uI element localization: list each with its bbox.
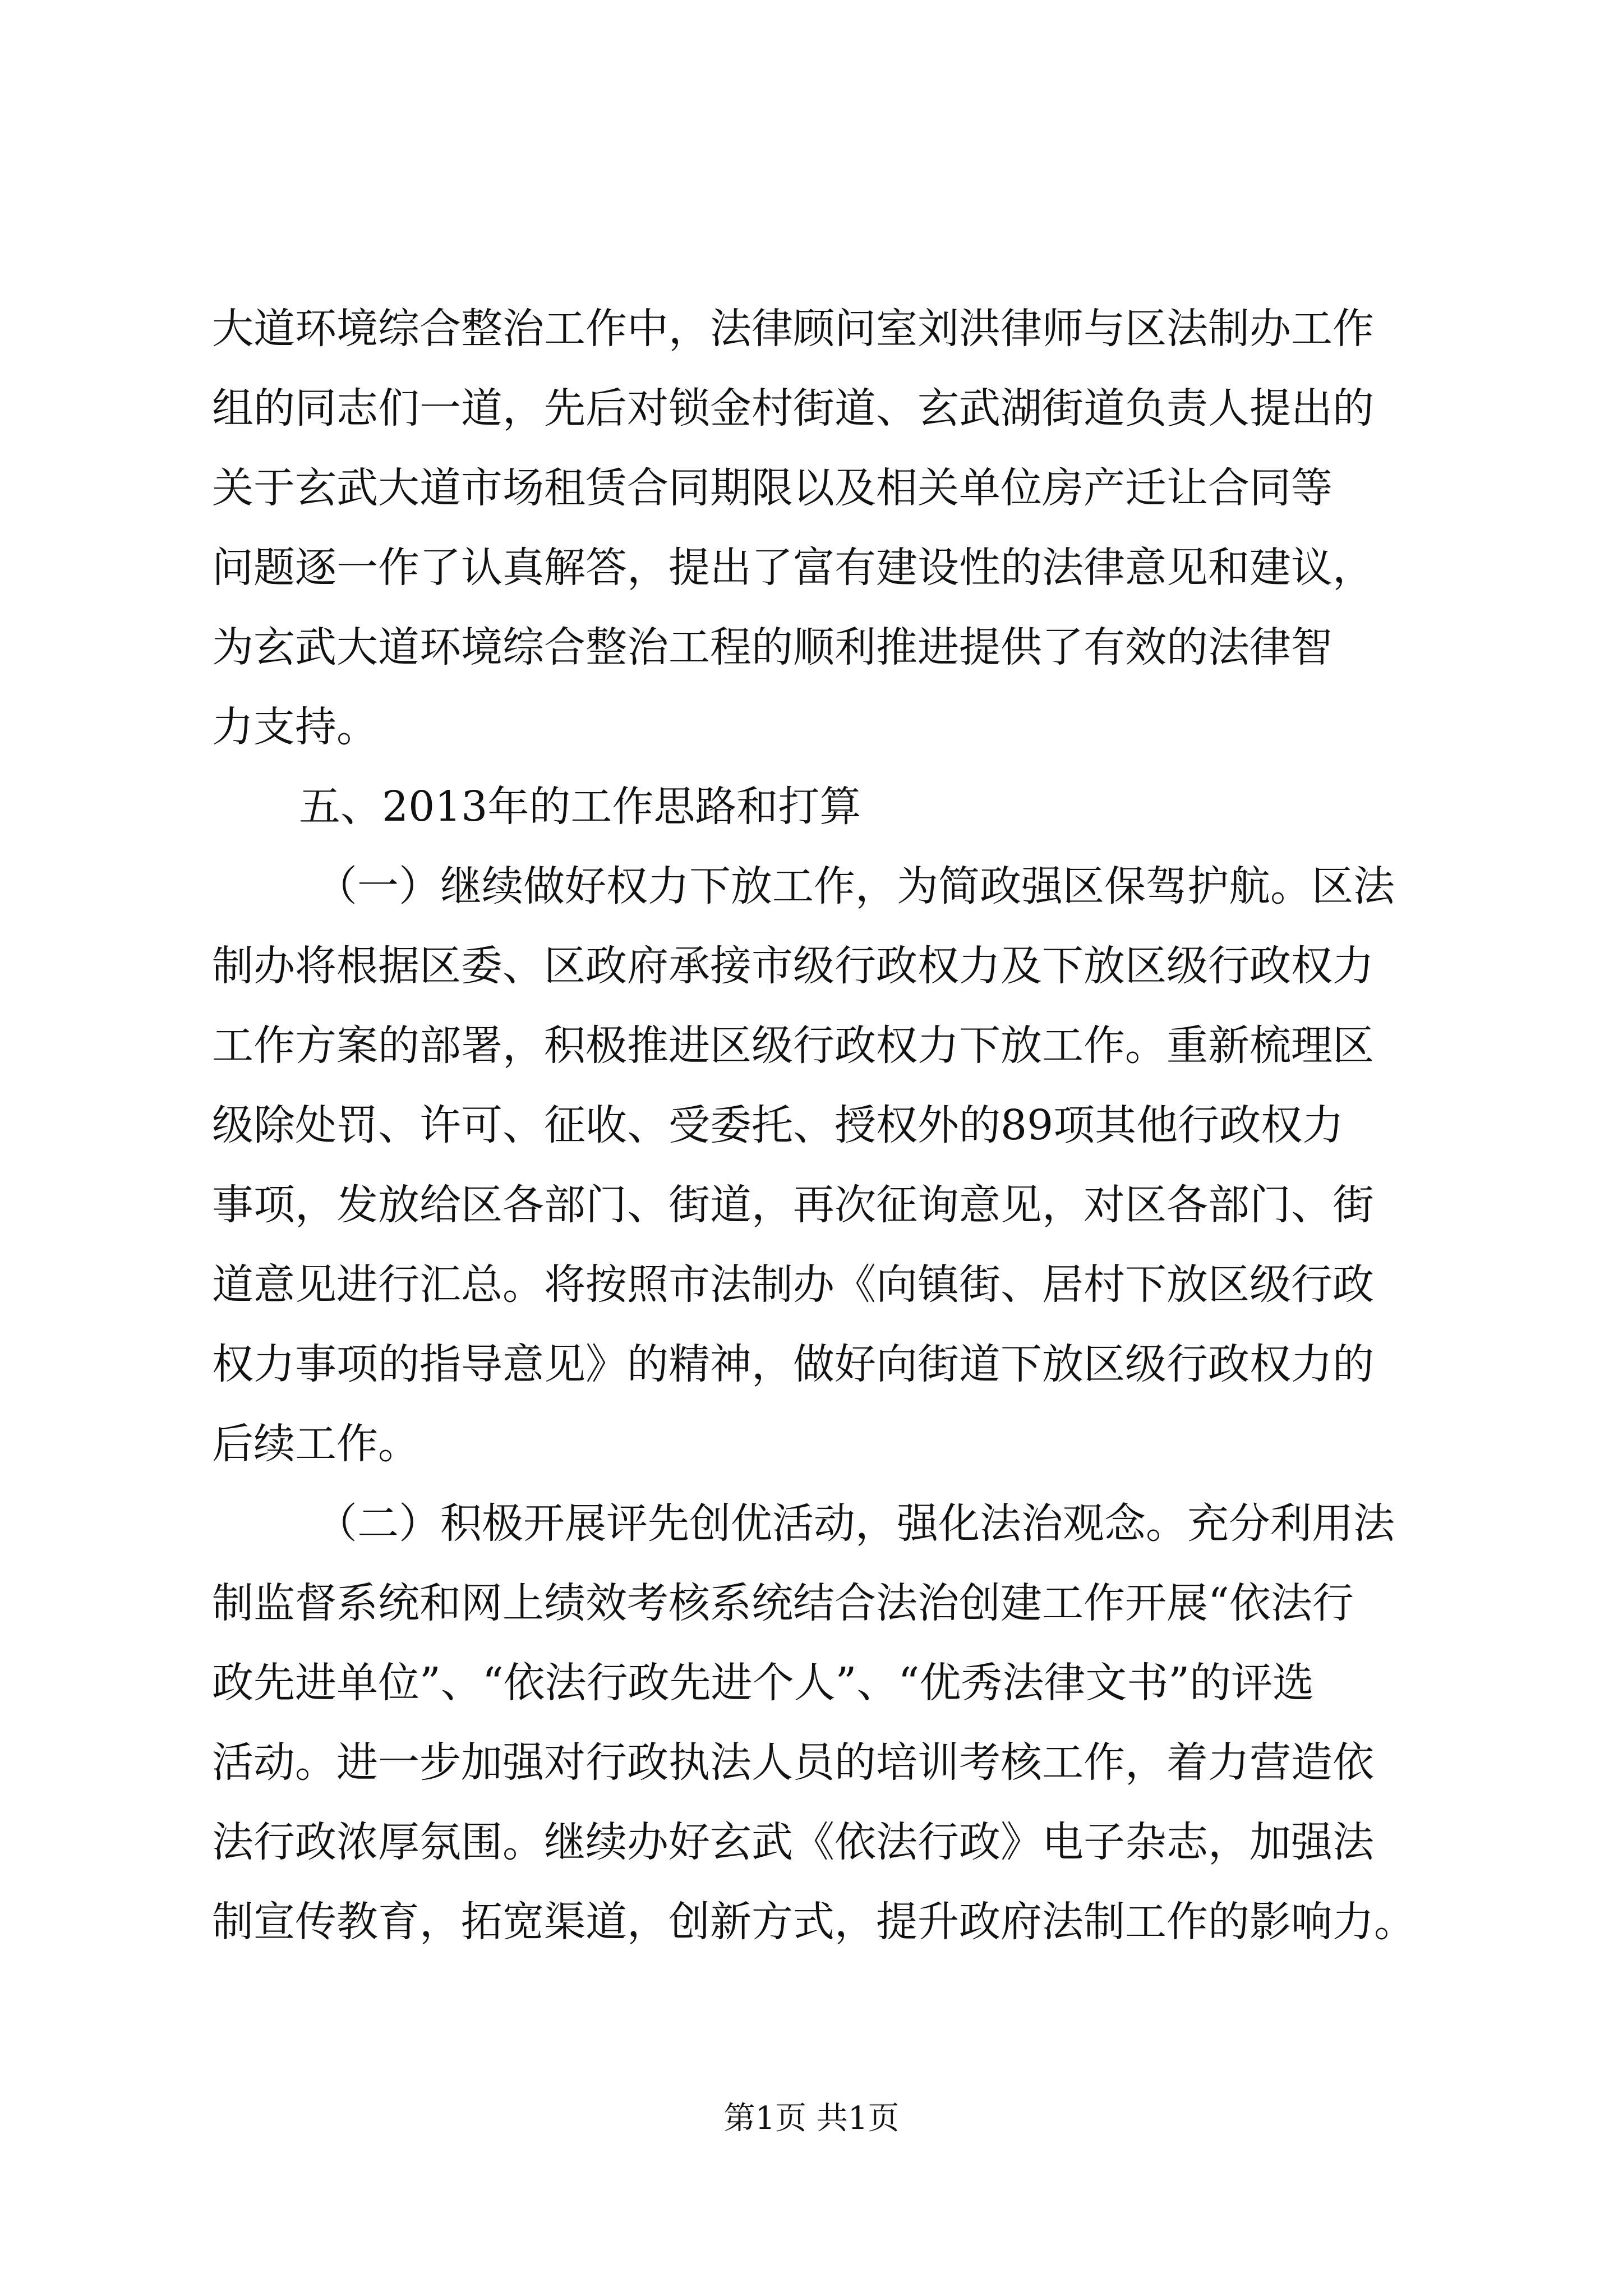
paragraph-line: 为玄武大道环境综合整治工程的顺利推进提供了有效的法律智: [212, 623, 1332, 671]
paragraph-line: 问题逐一作了认真解答，提出了富有建设性的法律意见和建议，: [212, 544, 1374, 592]
paragraph-line: 政先进单位”、“依法行政先进个人”、“优秀法律文书”的评选: [212, 1659, 1315, 1707]
paragraph-line: 活动。进一步加强对行政执法人员的培训考核工作，着力营造依: [212, 1738, 1374, 1787]
paragraph-line: 大道环境综合整治工作中，法律顾问室刘洪律师与区法制办工作: [212, 305, 1374, 353]
paragraph-line: 制宣传教育，拓宽渠道，创新方式，提升政府法制工作的影响力。: [212, 1898, 1415, 1946]
paragraph-line: 道意见进行汇总。将按照市法制办《向镇街、居村下放区级行政: [212, 1260, 1374, 1309]
paragraph-line: 制办将根据区委、区政府承接市级行政权力及下放区级行政权力: [212, 942, 1374, 990]
section-heading: 五、2013年的工作思路和打算: [299, 783, 861, 831]
paragraph-line: 组的同志们一道，先后对锁金村街道、玄武湖街道负责人提出的: [212, 384, 1374, 432]
page-footer: 第1页 共1页: [723, 2100, 900, 2137]
paragraph-line: 力支持。: [212, 703, 378, 751]
paragraph-line: 级除处罚、许可、征收、受委托、授权外的89项其他行政权力: [212, 1101, 1344, 1149]
paragraph-line: （二）积极开展评先创优活动，强化法治观念。充分利用法: [316, 1499, 1395, 1548]
paragraph-line: 权力事项的指导意见》的精神，做好向街道下放区级行政权力的: [212, 1340, 1374, 1388]
paragraph-line: 制监督系统和网上绩效考核系统结合法治创建工作开展“依法行: [212, 1579, 1354, 1627]
paragraph-line: 法行政浓厚氛围。继续办好玄武《依法行政》电子杂志，加强法: [212, 1818, 1374, 1866]
paragraph-line: （一）继续做好权力下放工作，为简政强区保驾护航。区法: [316, 862, 1395, 910]
paragraph-line: 事项，发放给区各部门、街道，再次征询意见，对区各部门、街: [212, 1181, 1374, 1229]
document-body: [212, 289, 1415, 1962]
paragraph-line: 工作方案的部署，积极推进区级行政权力下放工作。重新梳理区: [212, 1022, 1374, 1070]
paragraph-line: 关于玄武大道市场租赁合同期限以及相关单位房产迁让合同等: [212, 464, 1332, 512]
paragraph-line: 后续工作。: [212, 1420, 419, 1468]
